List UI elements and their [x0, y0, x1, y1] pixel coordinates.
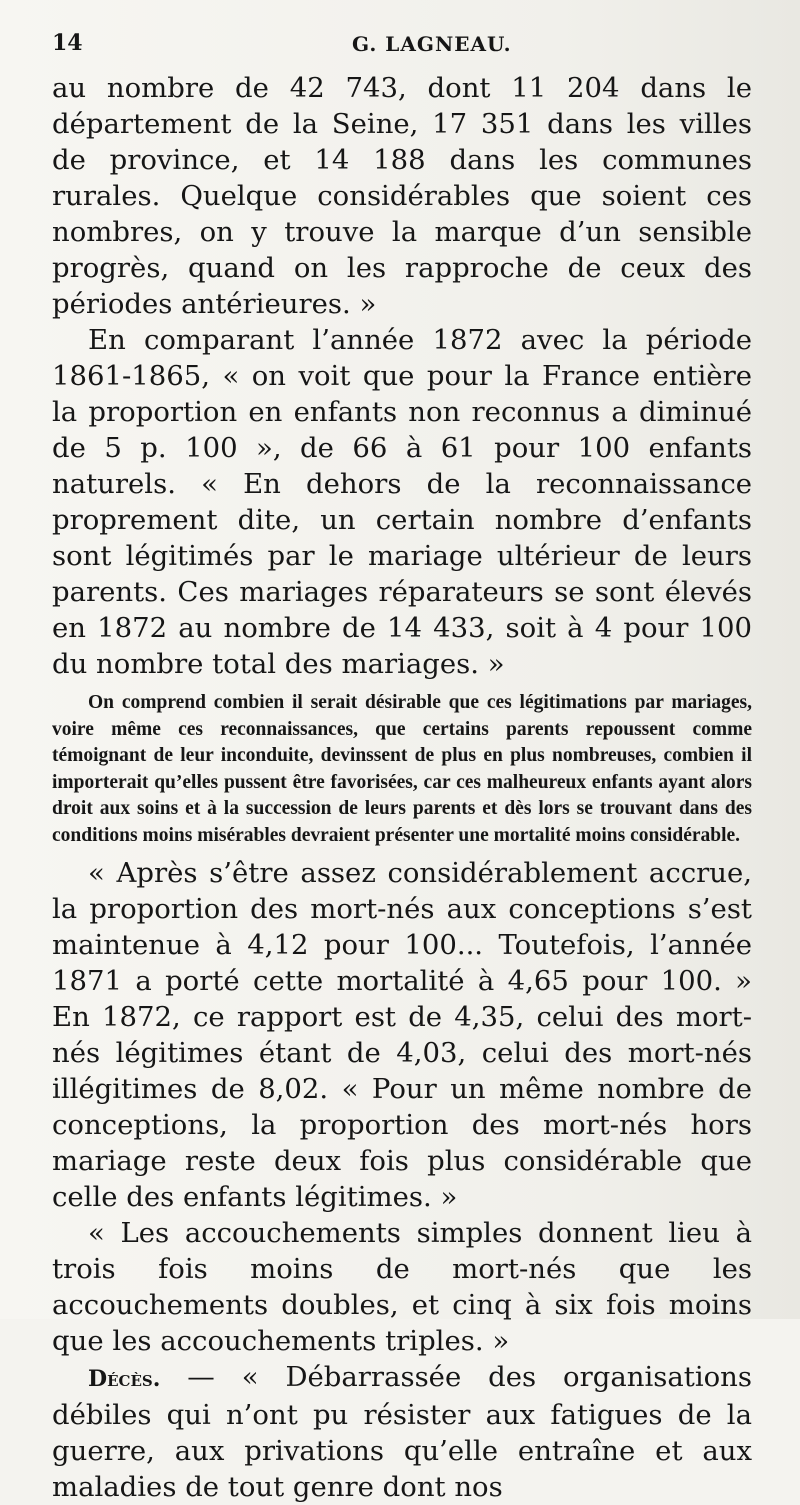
paragraph-5-text: — « Débarrassée des organisations débiles qui n’ont pu résister aux fatigues de la guerre, aux privations qu’elle entraîne et aux maladies de tout genre dont nos: [52, 1361, 752, 1503]
body-text: [52, 70, 752, 1505]
page-number: 14: [52, 30, 83, 56]
paragraph-5: [52, 1359, 752, 1505]
footnote-paragraph: On comprend combien il serait désirable que ces légitimations par mariages, voire même ces reconnaissances, que certains parents repoussent comme témoignant de leur inconduite, devinssent de plus en plus nombreuses, combien il importerait qu’elles pussent être favorisées, car ces malheureux enfants ayant alors droit aux soins et à la succession de leurs parents et dès lors se trouvant dans des conditions moins misérables devraient présenter une mortalité moins considérable.: [52, 692, 752, 846]
paragraph-1: au nombre de 42 743, dont 11 204 dans le département de la Seine, 17 351 dans les villes de province, et 14 188 dans les communes rurales. Quelque considérables que soient ces nombres, on y trouve la marque d’un sensible progrès, quand on les rapproche de ceux des périodes antérieures. »: [52, 72, 752, 320]
running-head: G. LAGNEAU.: [352, 32, 512, 56]
page-header: [52, 30, 748, 60]
paragraph-2: En comparant l’année 1872 avec la période 1861-1865, « on voit que pour la France entière la proportion en enfants non reconnus a diminué de 5 p. 100 », de 66 à 61 pour 100 enfants naturels. « En dehors de la reconnaissance proprement dite, un certain nombre d’enfants sont légitimés par le mariage ultérieur de leurs parents. Ces mariages réparateurs se sont élevés en 1872 au nombre de 14 433, soit à 4 pour 100 du nombre total des mariages. »: [52, 324, 752, 680]
paragraph-4: « Les accouchements simples donnent lieu à trois fois moins de mort-nés que les accouchements doubles, et cinq à six fois moins que les accouchements triples. »: [52, 1217, 752, 1357]
section-lead: Décès.: [88, 1366, 161, 1392]
paragraph-3: « Après s’être assez considérablement accrue, la proportion des mort-nés aux conceptions s’est maintenue à 4,12 pour 100... Toutefois, l’année 1871 a porté cette mortalité à 4,65 pour 100. » En 1872, ce rapport est de 4,35, celui des mort-nés légitimes étant de 4,03, celui des mort-nés illégitimes de 8,02. « Pour un même nombre de conceptions, la proportion des mort-nés hors mariage reste deux fois plus considérable que celle des enfants légitimes. »: [52, 857, 752, 1213]
